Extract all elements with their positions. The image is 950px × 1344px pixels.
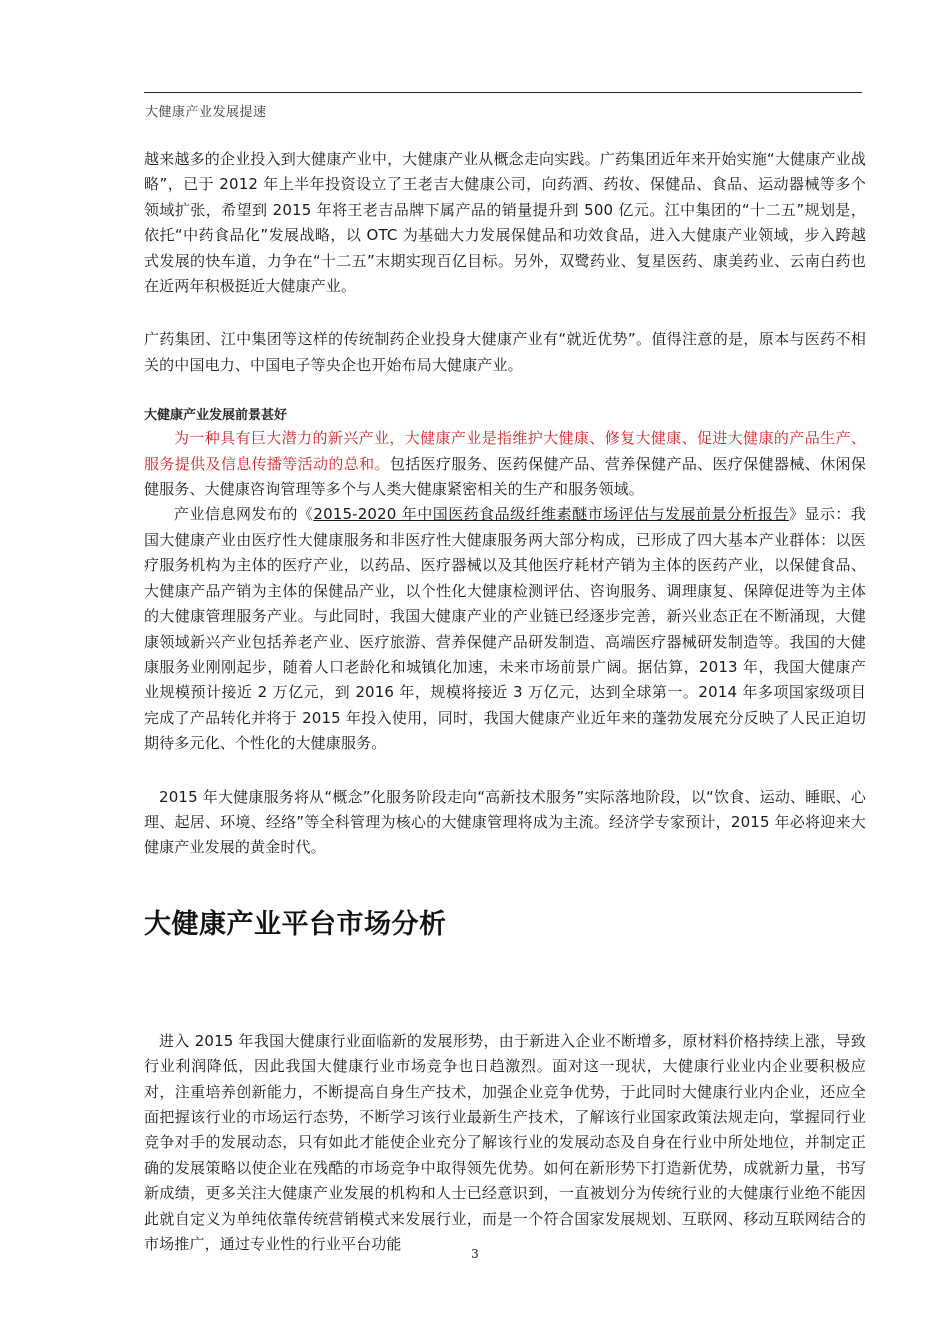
running-header: 大健康产业发展提速 <box>145 105 267 120</box>
paragraph-proximity-advantage: 广药集团、江中集团等这样的传统制药企业投身大健康产业有“就近优势”。值得注意的是，原本与医药不相关的中国电力、中国电子等央企也开始布局大健康产业。 <box>144 330 866 374</box>
highlighted-definition: 为一种具有巨大潜力的新兴产业，大健康产业是指维护大健康、修复大健康、促进大健康的产品生产、服务提供及信息传播等活动的总和。 <box>144 429 866 473</box>
paragraph-market-analysis: 进入 2015 年我国大健康行业面临新的发展形势，由于新进入企业不断增多，原材料价格持续上涨，导致行业利润降低，因此我国大健康行业市场竞争也日趋激烈。面对这一现状，大健康行业业内企业要积极应对，注重培养创新能力，不断提高自身生产技术，加强企业竞争优势，于此同时大健康行业内企业，还应全面把握该行业的市场运行态势，不断学习该行业最新生产技术，了解该行业国家政策法规走向，掌握同行业竞争对手的发展动态，只有如此才能使企业充分了解该行业的发展动态及自身在行业中所处地位，并制定正确的发展策略以使企业在残酷的市场竞争中取得领先优势。如何在新形势下打造新优势，成就新力量，书写新成绩，更多关注大健康产业发展的机构和人士已经意识到，一直被划分为传统行业的大健康行业绝不能因此就自定义为单纯依靠传统营销模式来发展行业，而是一个符合国家发展规划、互联网、移动互联网结合的市场推广，通过专业性的行业平台功能 <box>144 1031 866 1253</box>
section-title: 大健康产业平台市场分析 <box>144 908 447 940</box>
report-title-link[interactable]: 2015-2020 年中国医药食品级纤维素醚市场评估与发展前景分析报告 <box>313 505 789 524</box>
page-number: 3 <box>471 1247 479 1261</box>
paragraph-definition <box>144 426 866 502</box>
header-rule <box>144 92 862 93</box>
definition-continuation: 包括医疗服务、医药保健产品、营养保健产品、医疗保健器械、休闲保健服务、大健康咨询管理等多个与人类大健康紧密相关的生产和服务领域。 <box>144 454 866 499</box>
page-body <box>144 147 866 1257</box>
report-intro: 产业信息网发布的《 <box>174 505 314 524</box>
report-details: 》显示：我国大健康产业由医疗性大健康服务和非医疗性大健康服务两大部分构成，已形成了四大基本产业群体：以医疗服务机构为主体的医疗产业，以药品、医疗器械以及其他医疗耗材产销为主体的医药产业，以保健食品、大健康产品产销为主体的保健品产业，以个性化大健康检测评估、咨询服务、调理康复、保障促进等为主体的大健康管理服务产业。与此同时，我国大健康产业的产业链已经逐步完善，新兴业态正在不断涌现，大健康领域新兴产业包括养老产业、医疗旅游、营养保健产品研发制造、高端医疗器械研发制造等。我国的大健康服务业刚刚起步，随着人口老龄化和城镇化加速，未来市场前景广阔。据估算，2013 年，我国大健康产业规模预计接近 2 万亿元，到 2016 年，规模将接近 3 万亿元，达到全球第一。2014 年多项国家级项目完成了产品转化并将于 2015 年投入使用，同时，我国大健康产业近年来的蓬勃发展充分反映了人民正迫切期待多元化、个性化的大健康服务。 <box>144 505 866 753</box>
subheading-prospects: 大健康产业发展前景甚好 <box>144 408 288 424</box>
paragraph-report-findings <box>144 502 866 756</box>
paragraph-enterprise-practice: 越来越多的企业投入到大健康产业中，大健康产业从概念走向实践。广药集团近年来开始实施“大健康产业战略”，已于 2012 年上半年投资设立了王老吉大健康公司，向药酒、药妆、保健品、食品、运动器械等多个领域扩张，希望到 2015 年将王老吉品牌下属产品的销量提升到 500 亿元。江中集团的“十二五”规划是，依托“中药食品化”发展战略，以 OTC 为基础大力发展保健品和功效食品，进入大健康产业领域，步入跨越式发展的快车道，力争在“十二五”末期实现百亿目标。另外，双鹭药业、复星医药、康美药业、云南白药也在近两年积极挺近大健康产业。 <box>144 150 866 296</box>
paragraph-2015-outlook: 2015 年大健康服务将从“概念”化服务阶段走向“高新技术服务”实际落地阶段，以“饮食、运动、睡眠、心理、起居、环境、经络”等全科管理为核心的大健康管理将成为主流。经济学专家预计，2015 年必将迎来大健康产业发展的黄金时代。 <box>144 787 866 857</box>
